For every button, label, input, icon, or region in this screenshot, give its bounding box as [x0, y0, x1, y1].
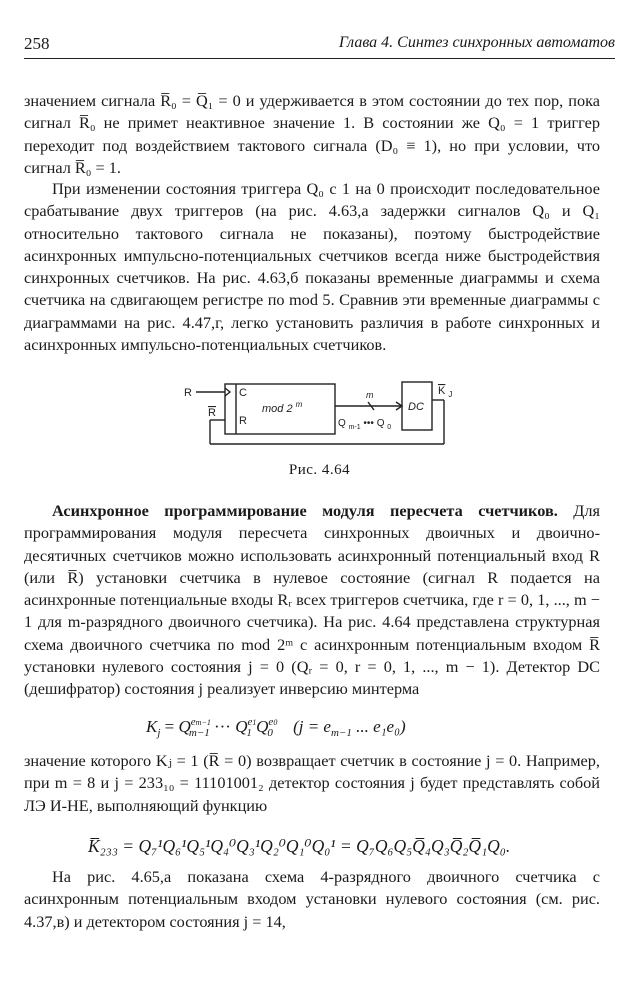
label-r-bar: R [208, 407, 216, 419]
label-kj-sub: J [448, 390, 453, 399]
label-bus-q: Q [338, 418, 346, 429]
label-bus-dots: ••• [363, 418, 374, 429]
label-bus-q0: Q [376, 418, 385, 429]
running-head: Глава 4. Синтез синхронных автоматов [338, 34, 615, 51]
paragraph-fig-4-65: На рис. 4.65,а показана схема 4-разрядного двоичного счетчика с асинхронным потенциальным входом установки нулевого состояния (см. рис. 4.37,в) и детектором состояния j = 14, [24, 867, 600, 931]
label-bus-sub: m-1 [348, 424, 361, 431]
label-mod-sup: m [295, 400, 303, 409]
label-mod: mod 2 [262, 403, 293, 415]
label-kj: K [438, 385, 446, 397]
label-dc: DC [408, 401, 424, 413]
section-body: Для программирования модуля пересчета синхронных двоичных и двоично-десятичных счетчиков можно использовать асинхронный потенциальный вход R (или R̅) установки счетчика в нулевое состояние (сигнал R подается на асинхронные потенциальные входы Rᵣ всех триггеров счетчика, где r = 0, 1, ..., m − 1 для m-разрядного двоичного счетчика). На рис. 4.64 представлена структурная схема двоичного счетчика по mod 2ᵐ с асинхронным потенциальным входом R̅ установки нулевого состояния j = 0 (Qᵣ = 0, r = 0, 1, ..., m − 1). Детектор DC (дешифратор) состояния j реализует инверсию минтерма [24, 501, 600, 699]
svg-text:K J [438, 385, 452, 399]
k233-formula: K̅₂₃₃ = Q₇¹Q₆¹Q₅¹Q₄⁰Q₃¹Q₂⁰Q₁⁰Q₀¹ = Q₇Q₆Q₅Q̅₄Q₃Q̅₂Q̅₁Q₀. [88, 836, 511, 856]
page-header [24, 32, 615, 59]
figure-caption: Рис. 4.64 [288, 462, 351, 478]
label-bus-m: m [366, 390, 374, 400]
paragraph-async-speed: При изменении состояния триггера Q₀ с 1 на 0 происходит последовательное срабатывание двух триггеров (на рис. 4.63,а задержки сигналов Q₀ и Q₁ относительно тактового сигнала не показаны), поэтому быстродействие асинхронных импульсно-потенциальных счетчиков всегда ниже быстродействия синхронных счетчиков. На рис. 4.63,б показаны временные диаграммы и схема счетчика на сдвигающем регистре по mod 5. Сравнив эти временные диаграммы с диаграммами на рис. 4.47,г, легко установить различия в работе синхронных и асинхронных импульсно-потенциальных счетчиков. [24, 179, 600, 355]
figure-4-64-diagram [180, 378, 470, 452]
label-r-input: R [184, 387, 192, 399]
page-number: 258 [24, 34, 50, 53]
label-r-port: R [239, 415, 247, 427]
minterm-formula: $K_j = Q^{em-1}_{m-1}$ ··· $Q^{e1}_1$ $Q^{e0}_0$ ($j = e_{m-1}$ ... e₁e₀) [146, 716, 406, 739]
section-title: Асинхронное программирование модуля пересчета счетчиков. [52, 501, 558, 520]
label-bus-q0-sub: 0 [387, 424, 392, 431]
svg-text:Q m-1 ••• [338, 418, 391, 432]
svg-text:mod 2 m [262, 400, 303, 415]
label-c-port: C [239, 387, 247, 399]
paragraph-async-programming [24, 500, 600, 701]
paragraph-detector-value: значение которого Kⱼ = 1 (R̅ = 0) возвращает счетчик в состояние j = 0. Например, при m = 8 и j = 233₁₀ = 11101001₂ детектор состояния j будет представлять собой ЛЭ И-НЕ, выполняющий функцию [24, 751, 600, 815]
paragraph-continuation: значением сигнала R̅₀ = Q̅₁ = 0 и удерживается в этом состоянии до тех пор, пока сигнал R̅₀ не примет неактивное значение 1. В состоянии же Q₀ = 1 триггер переходит под воздействием тактового сигнала (D₀ ≡ 1), но при условии, что сигнал R̅₀ = 1. [24, 91, 600, 177]
